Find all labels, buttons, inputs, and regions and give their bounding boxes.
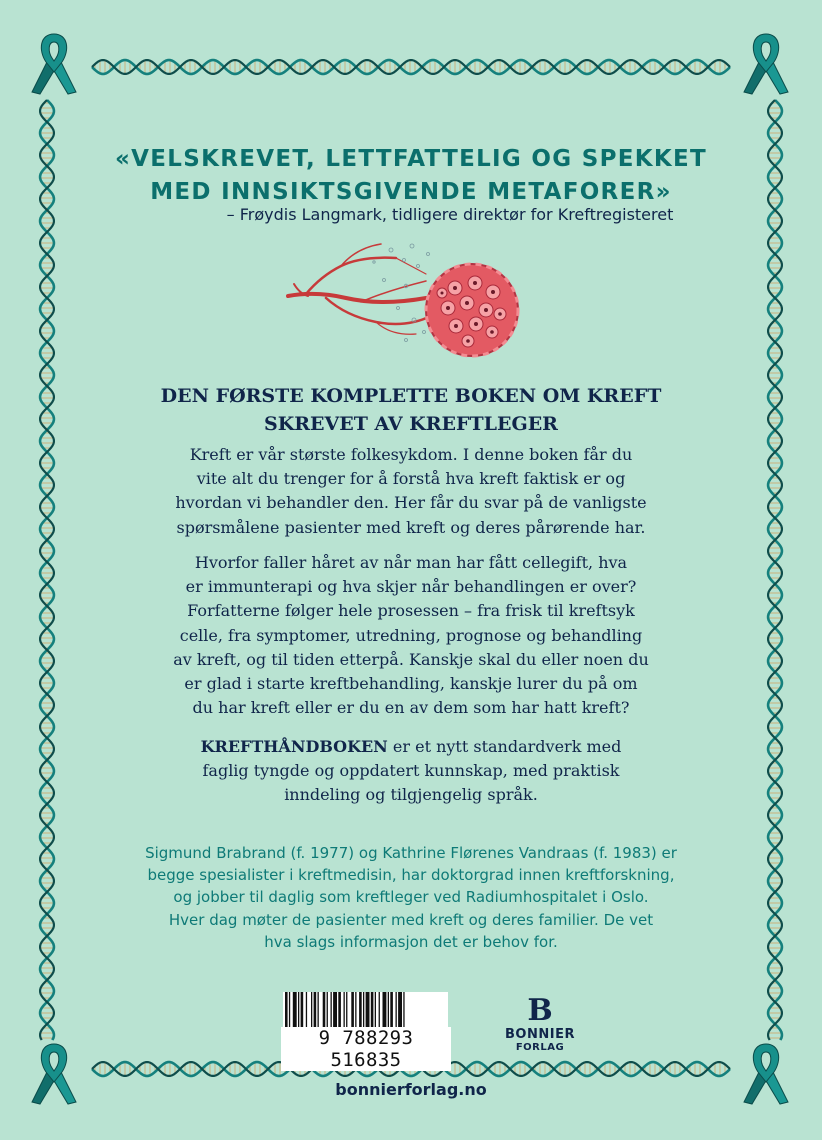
barcode-bar	[371, 992, 374, 1030]
barcode-bar	[359, 992, 362, 1030]
headline-line-2: SKREVET AV KREFTLEGER	[264, 413, 558, 435]
p2-line: er immunterapi og hva skjer når behandlingen er over?	[185, 577, 637, 597]
dna-helix-icon	[40, 100, 54, 1040]
barcode-bar	[331, 992, 332, 1030]
dna-helix-icon	[92, 60, 730, 74]
barcode-bar	[366, 992, 370, 1030]
publisher-logo	[490, 995, 590, 1053]
p3-line-rest: er et nytt standardverk med	[387, 737, 622, 756]
publisher-url: bonnierforlag.no	[335, 1080, 487, 1099]
p1-line: vite alt du trenger for å forstå hva kreft faktisk er og	[196, 469, 626, 489]
awareness-ribbon-icon	[744, 34, 788, 94]
quote-line-2: MED INNSIKTSGIVENDE METAFORER»	[150, 179, 672, 205]
quote-attribution: – Frøydis Langmark, tidligere direktør for Kreftregisteret	[226, 205, 674, 224]
barcode-bar	[390, 992, 393, 1030]
barcode-bar	[398, 992, 402, 1030]
barcode-bar	[298, 992, 299, 1030]
publisher-name: BONNIER	[505, 1027, 575, 1042]
barcode-bar	[379, 992, 380, 1030]
p2-line: av kreft, og til tiden etterpå. Kanskje skal du eller noen du	[173, 649, 649, 669]
barcode-bar	[323, 992, 326, 1030]
dna-helix-icon	[768, 100, 782, 1040]
p1-line: spørsmålene pasienter med kreft og deres pårørende har.	[176, 517, 646, 537]
barcode-bar	[338, 992, 341, 1030]
bio-line: begge spesialister i kreftmedisin, har doktorgrad innen kreftforskning,	[147, 866, 675, 885]
barcode-bar	[318, 992, 319, 1030]
p2-line: du har kreft eller er du en av dem som har hatt kreft?	[192, 698, 630, 718]
barcode-bar	[289, 992, 290, 1030]
awareness-ribbon-icon	[32, 34, 76, 94]
barcode-bar	[333, 992, 337, 1030]
barcode-bar	[375, 992, 376, 1030]
p2-line: Hvorfor faller håret av når man har fått cellegift, hva	[194, 553, 628, 572]
tumor-cell-icon	[420, 258, 524, 362]
barcode-bar	[363, 992, 364, 1030]
barcode-bar	[355, 992, 356, 1030]
headline	[0, 382, 822, 438]
barcode-bar	[311, 992, 312, 1030]
paragraph-1	[120, 443, 702, 540]
barcode-bar	[403, 992, 404, 1030]
isbn-number: 9 788293 516835	[281, 1027, 451, 1071]
publisher-mark: B	[527, 993, 553, 1028]
barcode-bar	[293, 992, 297, 1030]
publisher-sub: FORLAG	[515, 1042, 565, 1053]
barcode-bar	[344, 992, 345, 1030]
barcode-bar	[327, 992, 328, 1030]
headline-line-1: DEN FØRSTE KOMPLETTE BOKEN OM KREFT	[160, 385, 662, 407]
barcode-bar	[306, 992, 307, 1030]
p2-line: Forfatterne følger hele prosessen – fra frisk til kreftsyk	[187, 601, 635, 621]
book-title-emphasis: KREFTHÅNDBOKEN	[200, 737, 388, 756]
bio-line: hva slags informasjon det er behov for.	[264, 932, 558, 951]
barcode-bar	[285, 992, 288, 1030]
p1-line: Kreft er vår største folkesykdom. I denne boken får du	[189, 445, 633, 464]
bio-line: og jobber til daglig som kreftleger ved Radiumhospitalet i Oslo.	[173, 888, 649, 907]
barcode-bar	[314, 992, 317, 1030]
quote-line-1: «VELSKREVET, LETTFATTELIG OG SPEKKET	[115, 146, 707, 172]
barcode-bar	[383, 992, 387, 1030]
author-bio	[120, 842, 702, 953]
barcode	[283, 992, 448, 1030]
p3-line	[120, 735, 702, 759]
paragraph-2	[120, 551, 702, 720]
p1-line: hvordan vi behandler den. Her får du svar på de vanligste	[175, 493, 647, 513]
p3-line: faglig tyngde og oppdatert kunnskap, med praktisk	[202, 761, 620, 781]
p2-line: celle, fra symptomer, utredning, prognose og behandling	[179, 625, 643, 645]
paragraph-3	[120, 735, 702, 808]
barcode-bar	[301, 992, 304, 1030]
blurb-quote	[0, 143, 822, 209]
barcode-bar	[388, 992, 389, 1030]
p3-line: inndeling og tilgjengelig språk.	[284, 785, 538, 805]
barcode-bar	[396, 992, 397, 1030]
bio-line: Sigmund Brabrand (f. 1977) og Kathrine Flørenes Vandraas (f. 1983) er	[145, 844, 677, 862]
p2-line: er glad i starte kreftbehandling, kanskje lurer du på om	[184, 674, 638, 694]
barcode-bar	[351, 992, 354, 1030]
barcode-bar	[346, 992, 347, 1030]
bio-line: Hver dag møter de pasienter med kreft og deres familier. De vet	[168, 910, 654, 929]
